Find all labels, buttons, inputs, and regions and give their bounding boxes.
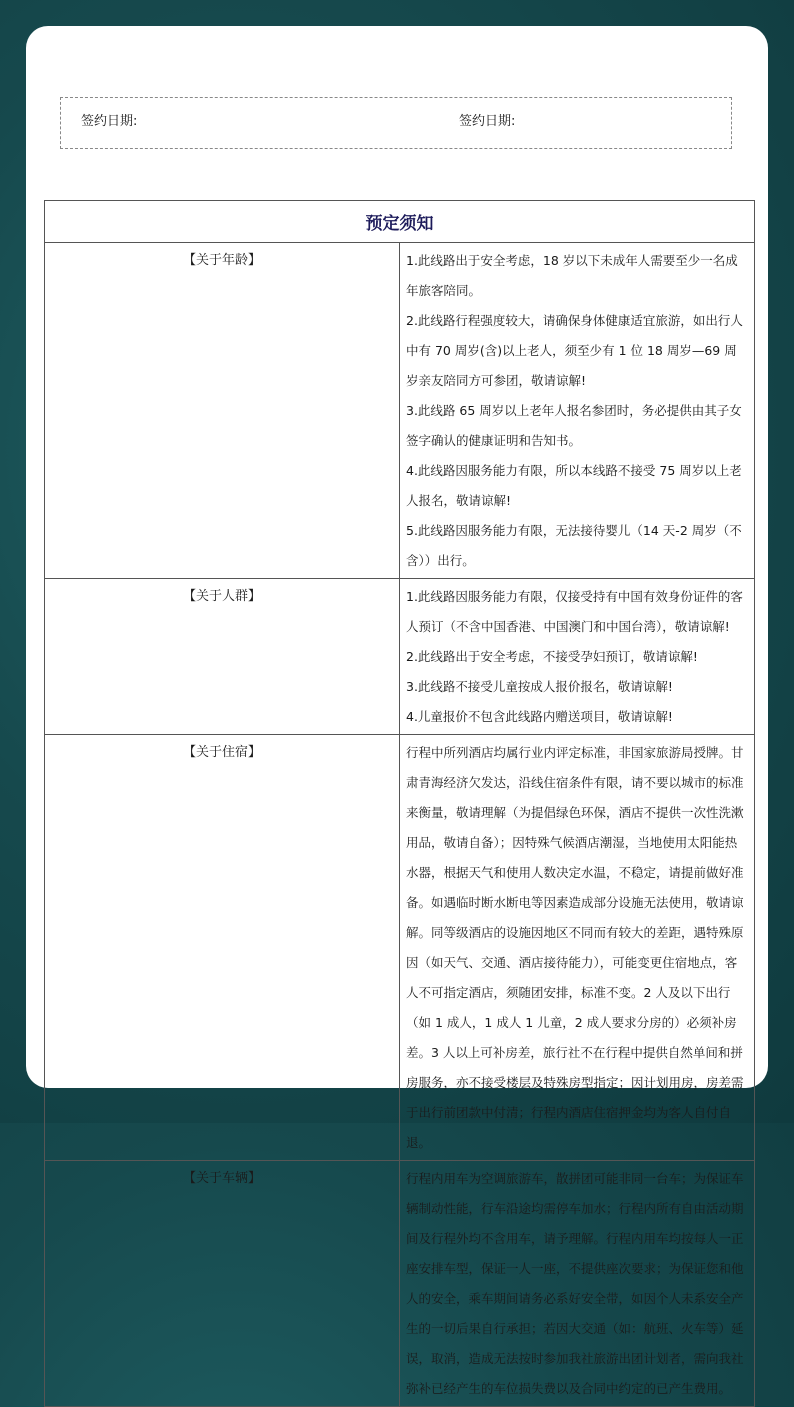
signature-date-box (60, 97, 732, 149)
section-row-vehicle (45, 1161, 755, 1407)
booking-notice-table (44, 200, 755, 1407)
paragraph: 2.此线路行程强度较大，请确保身体健康适宜旅游，如出行人中有 70 周岁(含)以上老人，须至少有 1 位 18 周岁—69 周岁亲友陪同方可参团，敬请谅解! (406, 313, 743, 388)
section-label-age: 【关于年龄】 (45, 243, 400, 579)
section-content-group (400, 579, 755, 735)
paragraph: 行程内用车为空调旅游车，散拼团可能非同一台车；为保证车辆制动性能，行车沿途均需停车加水；行程内所有自由活动期间及行程外均不含用车，请予理解。行程内用车均按每人一正座安排车型，保证一人一座，不提供座次要求；为保证您和他人的安全，乘车期间请务必系好安全带，如因个人未系安全产生的一切后果自行承担；若因大交通（如：航班、火车等）延误，取消，造成无法按时参加我社旅游出团计划者，需向我社弥补已经产生的车位损失费以及合同中约定的已产生费用。 (406, 1171, 744, 1396)
paragraph: 行程中所列酒店均属行业内评定标准，非国家旅游局授牌。甘肃青海经济欠发达，沿线住宿条件有限，请不要以城市的标准来衡量，敬请理解（为提倡绿色环保，酒店不提供一次性洗漱用品，敬请自备）；因特殊气候酒店潮湿，当地使用太阳能热水器，根据天气和使用人数决定水温，不稳定，请提前做好准备。如遇临时断水断电等因素造成部分设施无法使用，敬请谅解。同等级酒店的设施因地区不同而有较大的差距，遇特殊原因（如天气、交通、酒店接待能力），可能变更住宿地点，客人不可指定酒店，须随团安排，标准不变。2 人及以下出行（如 1 成人，1 成人 1 儿童，2 成人要求分房的）必须补房差。3 人以上可补房差，旅行社不在行程中提供自然单间和拼房服务，亦不接受楼层及特殊房型指定；因计划用房，房差需于出行前团款中付清；行程内酒店住宿押金均为客人自付自退。 (406, 745, 744, 1150)
paragraph: 4.此线路因服务能力有限，所以本线路不接受 75 周岁以上老人报名，敬请谅解! (406, 463, 742, 508)
paragraph: 5.此线路因服务能力有限，无法接待婴儿（14 天-2 周岁（不含））出行。 (406, 523, 742, 568)
sign-date-left-label: 签约日期: (81, 114, 138, 129)
section-content-vehicle (400, 1161, 755, 1407)
sign-date-right-label: 签约日期: (459, 114, 516, 129)
paragraph: 3.此线路 65 周岁以上老年人报名参团时，务必提供由其子女签字确认的健康证明和告知书。 (406, 403, 742, 448)
paragraph: 3.此线路不接受儿童按成人报价报名，敬请谅解! (406, 679, 673, 694)
section-row-group (45, 579, 755, 735)
paragraph: 4.儿童报价不包含此线路内赠送项目，敬请谅解! (406, 709, 673, 724)
paragraph: 2.此线路出于安全考虑，不接受孕妇预订，敬请谅解! (406, 649, 698, 664)
section-content-age (400, 243, 755, 579)
section-content-lodging (400, 735, 755, 1161)
section-row-lodging (45, 735, 755, 1161)
section-label-lodging: 【关于住宿】 (45, 735, 400, 1161)
section-label-vehicle: 【关于车辆】 (45, 1161, 400, 1407)
paragraph: 1.此线路出于安全考虑，18 岁以下未成年人需要至少一名成年旅客陪同。 (406, 253, 738, 298)
notice-title: 预定须知 (45, 201, 755, 243)
paragraph: 1.此线路因服务能力有限，仅接受持有中国有效身份证件的客人预订（不含中国香港、中国澳门和中国台湾），敬请谅解! (406, 589, 743, 634)
section-label-group: 【关于人群】 (45, 579, 400, 735)
section-row-age (45, 243, 755, 579)
